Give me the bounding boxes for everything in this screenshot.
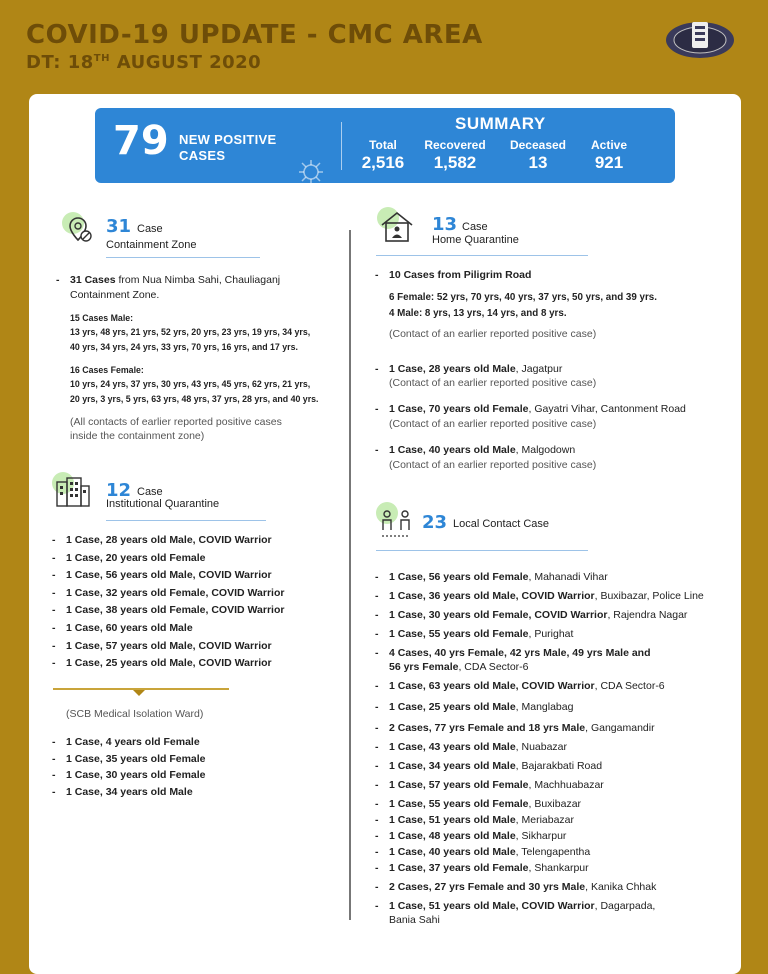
summary-deceased xyxy=(498,138,578,173)
home-rule xyxy=(376,255,588,256)
list-item xyxy=(66,533,284,547)
page-date xyxy=(26,52,261,73)
list-item xyxy=(66,752,206,766)
list-item xyxy=(66,568,284,582)
home-item-note: (Contact of an earlier reported positive case) xyxy=(389,418,597,430)
list-item-rest: , Kanika Chhak xyxy=(585,881,657,893)
home-item-bold: 1 Case, 70 years old Female xyxy=(389,403,529,415)
map-pin-icon xyxy=(62,212,102,252)
list-item-text: 1 Case, 38 years old Female, COVID Warrior xyxy=(66,604,285,617)
list-item-bold: 1 Case, 51 years old Male xyxy=(389,814,516,826)
list-item xyxy=(66,656,284,670)
list-item-rest: , Mahanadi Vihar xyxy=(528,571,608,583)
summary-active xyxy=(569,138,649,173)
list-item-bold: 1 Case, 36 years old Male, COVID Warrior xyxy=(389,590,595,602)
home-female: 6 Female: 52 yrs, 70 yrs, 40 yrs, 37 yrs, 50 yrs, and 39 yrs. xyxy=(389,292,657,303)
list-item xyxy=(66,603,284,617)
list-item xyxy=(389,861,704,875)
home-item-rest: , Gayatri Vihar, Cantonment Road xyxy=(528,403,686,415)
summary-active-value: 921 xyxy=(594,153,624,172)
summary-recovered-label: Recovered xyxy=(424,138,486,152)
list-item xyxy=(389,899,704,913)
list-item-rest: , Purighat xyxy=(528,628,574,640)
list-item xyxy=(389,759,704,773)
list-item-text: 1 Case, 60 years old Male xyxy=(66,621,193,634)
list-item-bold: 1 Case, 57 years old Female xyxy=(389,779,529,791)
home-item xyxy=(389,443,575,457)
list-item-bold: 1 Case, 55 years old Female xyxy=(389,628,529,640)
house-icon xyxy=(377,207,417,247)
summary-deceased-label: Deceased xyxy=(509,138,567,152)
list-item-text: 1 Case, 57 years old Male, COVID Warrior xyxy=(66,639,272,652)
institutional-subtitle: Institutional Quarantine xyxy=(106,498,220,510)
home-item-note: (Contact of an earlier reported positive case) xyxy=(389,377,597,389)
containment-rule xyxy=(106,257,260,258)
cmc-logo-icon xyxy=(664,14,736,62)
list-item-text: 1 Case, 28 years old Male, COVID Warrior xyxy=(66,534,272,546)
list-item-rest: , Bajarakbati Road xyxy=(515,760,603,772)
list-item-bold: 1 Case, 37 years old Female xyxy=(389,862,529,874)
home-item-bold: 1 Case, 40 years old Male xyxy=(389,444,516,456)
list-item-bold: 1 Case, 51 years old Male, COVID Warrior xyxy=(389,900,595,912)
containment-note-line2: inside the containment zone) xyxy=(70,430,205,442)
list-item xyxy=(389,740,704,754)
list-item-text: 1 Case, 56 years old Male, COVID Warrior xyxy=(66,569,272,582)
containment-case-label: Case xyxy=(137,223,163,235)
list-item xyxy=(66,785,206,799)
list-item xyxy=(389,570,704,584)
scb-label: (SCB Medical Isolation Ward) xyxy=(66,708,204,720)
home-subtitle: Home Quarantine xyxy=(432,234,519,246)
list-item-bold: 1 Case, 30 years old Female, COVID Warrior xyxy=(389,609,608,621)
home-icon-wrap xyxy=(377,207,417,247)
list-item-bold: 2 Cases, 77 yrs Female and 18 yrs Male xyxy=(389,722,586,734)
new-cases-count: 79 xyxy=(113,118,169,164)
summary-total xyxy=(343,138,423,173)
home-item-rest: , Jagatpur xyxy=(515,363,563,375)
list-item xyxy=(389,845,704,859)
building-icon xyxy=(52,472,92,512)
list-item xyxy=(389,880,704,894)
list-item-text: 1 Case, 32 years old Female, COVID Warrior xyxy=(66,586,285,599)
list-item-bold: 1 Case, 63 years old Male, COVID Warrior xyxy=(389,680,595,692)
list-item-bold: 4 Cases, 40 yrs Female, 42 yrs Male, 49 yrs Male and xyxy=(389,647,651,659)
list-item-bold: 1 Case, 40 years old Male xyxy=(389,846,516,858)
scb-list xyxy=(66,735,206,799)
list-item-rest: , Meriabazar xyxy=(515,814,575,826)
new-cases-label-line1: NEW POSITIVE xyxy=(179,132,277,147)
summary-recovered xyxy=(415,138,495,173)
list-item-rest: , Rajendra Nagar xyxy=(607,609,688,621)
list-item-rest: , Gangamandir xyxy=(585,722,655,734)
date-suffix: AUGUST 2020 xyxy=(109,52,262,73)
list-item xyxy=(389,700,704,714)
containment-female-line1: 10 yrs, 24 yrs, 37 yrs, 30 yrs, 43 yrs, 45 yrs, 62 yrs, 21 yrs, xyxy=(70,379,311,389)
summary-banner xyxy=(95,108,675,183)
list-item-bold: 2 Cases, 27 yrs Female and 30 yrs Male xyxy=(389,881,586,893)
list-item-rest: , Manglabag xyxy=(515,701,574,713)
institutional-count: 12 xyxy=(106,480,132,501)
containment-main-rest: from Nua Nimba Sahi, Chauliaganj xyxy=(115,274,281,286)
scb-separator-arrow xyxy=(133,690,145,696)
list-item xyxy=(66,639,284,653)
home-case-label: Case xyxy=(462,221,488,233)
list-item-bold: 1 Case, 48 years old Male xyxy=(389,830,516,842)
containment-main-line1 xyxy=(70,273,280,287)
institutional-icon xyxy=(52,472,92,512)
list-item xyxy=(66,735,206,749)
local-icon-wrap xyxy=(376,502,416,542)
list-item-rest: , Nuabazar xyxy=(515,741,568,753)
summary-active-label: Active xyxy=(590,138,628,152)
institutional-rule xyxy=(106,520,266,521)
containment-subtitle: Containment Zone xyxy=(106,239,197,251)
institutional-list xyxy=(66,533,284,670)
list-item-bold: 56 yrs Female xyxy=(389,661,459,673)
list-item xyxy=(389,608,704,622)
list-item-rest: , Sikharpur xyxy=(515,830,567,842)
list-item-text: 1 Case, 30 years old Female xyxy=(66,769,206,782)
list-item xyxy=(389,778,704,792)
list-item-bold: 1 Case, 34 years old Male xyxy=(389,760,516,772)
list-item-rest: , CDA Sector-6 xyxy=(458,661,529,673)
containment-icon xyxy=(62,212,102,252)
list-item-bold: 1 Case, 43 years old Male xyxy=(389,741,516,753)
summary-deceased-value: 13 xyxy=(528,153,548,172)
local-subtitle: Local Contact Case xyxy=(453,518,549,530)
home-count: 13 xyxy=(432,214,458,235)
list-item-rest: , Dagarpada, xyxy=(594,900,656,912)
summary-divider xyxy=(341,122,342,170)
list-item-rest: , Machhuabazar xyxy=(528,779,604,791)
home-pilgrim xyxy=(389,268,531,282)
containment-count: 31 xyxy=(106,216,132,237)
summary-total-value: 2,516 xyxy=(361,153,405,172)
summary-recovered-value: 1,582 xyxy=(433,153,477,172)
home-item-note: (Contact of an earlier reported positive case) xyxy=(389,459,597,471)
containment-main-bold: 31 Cases xyxy=(70,274,116,286)
summary-title: SUMMARY xyxy=(455,114,546,133)
containment-male-line1: 13 yrs, 48 yrs, 21 yrs, 52 yrs, 20 yrs, 23 yrs, 19 yrs, 34 yrs, xyxy=(70,327,311,337)
people-icon xyxy=(376,502,416,542)
list-item xyxy=(389,627,704,641)
list-item-rest: , Buxibazar xyxy=(528,798,582,810)
institutional-case-label: Case xyxy=(137,486,163,498)
home-contact-note: (Contact of an earlier reported positive case) xyxy=(389,328,597,340)
list-item xyxy=(66,551,284,565)
list-item-bold: 1 Case, 55 years old Female xyxy=(389,798,529,810)
list-item-rest: , Buxibazar, Police Line xyxy=(594,590,704,602)
containment-note-line1: (All contacts of earlier reported positive cases xyxy=(70,416,282,428)
list-item xyxy=(66,621,284,635)
list-item xyxy=(389,829,704,843)
new-cases-label xyxy=(179,132,299,164)
home-item-rest: , Malgodown xyxy=(515,444,576,456)
list-item-text: 1 Case, 4 years old Female xyxy=(66,736,200,748)
list-item xyxy=(389,813,704,827)
home-item-bold: 1 Case, 28 years old Male xyxy=(389,363,516,375)
containment-female-line2: 20 yrs, 3 yrs, 5 yrs, 63 yrs, 48 yrs, 37 yrs, 28 yrs, and 40 yrs. xyxy=(70,394,319,404)
list-item-continuation xyxy=(389,660,704,674)
list-item xyxy=(66,768,206,782)
home-item xyxy=(389,362,562,376)
summary-total-label: Total xyxy=(369,138,397,152)
list-item xyxy=(389,589,704,603)
list-item-text: 1 Case, 20 years old Female xyxy=(66,551,206,564)
list-item xyxy=(389,646,704,660)
list-item xyxy=(389,721,704,735)
column-divider xyxy=(349,230,351,920)
containment-female-title: 16 Cases Female: xyxy=(70,365,144,375)
local-rule xyxy=(376,550,588,551)
list-item-rest: , Telengapentha xyxy=(515,846,591,858)
containment-main-line2: Containment Zone. xyxy=(70,289,160,301)
list-item-text: 1 Case, 25 years old Male, COVID Warrior xyxy=(66,657,272,670)
home-item xyxy=(389,402,686,416)
list-item-text: 1 Case, 35 years old Female xyxy=(66,752,206,765)
list-item-rest: , Shankarpur xyxy=(528,862,589,874)
containment-male-line2: 40 yrs, 34 yrs, 24 yrs, 33 yrs, 70 yrs, 16 yrs, and 17 yrs. xyxy=(70,342,298,352)
list-item-bold: 1 Case, 25 years old Male xyxy=(389,701,516,713)
list-item-rest: , CDA Sector-6 xyxy=(594,680,665,692)
containment-male-title: 15 Cases Male: xyxy=(70,313,134,323)
list-item-continuation xyxy=(389,913,704,927)
page-title: COVID-19 UPDATE - CMC AREA xyxy=(26,20,483,50)
local-list xyxy=(389,570,704,927)
list-item-rest: Bania Sahi xyxy=(389,914,440,926)
list-item-text: 1 Case, 34 years old Male xyxy=(66,785,193,798)
date-superscript: TH xyxy=(93,53,110,64)
virus-icon xyxy=(293,156,329,186)
home-pilgrim-text: 10 Cases from Piligrim Road xyxy=(389,269,532,281)
home-male: 4 Male: 8 yrs, 13 yrs, 14 yrs, and 8 yrs. xyxy=(389,308,567,319)
list-item xyxy=(389,797,704,811)
local-count: 23 xyxy=(422,512,448,533)
list-item xyxy=(389,679,704,693)
new-cases-label-line2: CASES xyxy=(179,148,226,163)
list-item xyxy=(66,586,284,600)
date-prefix: DT: 18 xyxy=(26,52,94,73)
list-item-bold: 1 Case, 56 years old Female xyxy=(389,571,529,583)
